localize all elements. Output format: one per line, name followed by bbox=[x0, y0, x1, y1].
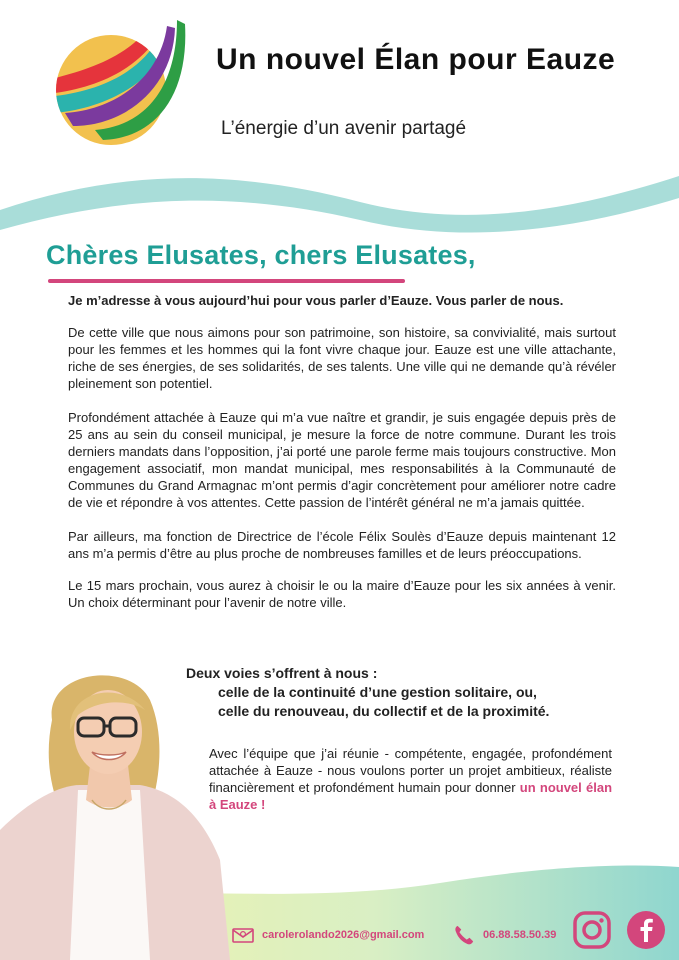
closing-highlight: un nouvel élan à Eauze ! bbox=[209, 780, 613, 812]
paragraph-3: Par ailleurs, ma fonction de Directrice de l’école Félix Soulès d’Eauze depuis maintenant 12 ans m’a permis d’être au plus proche de nombreuses familles et de leurs préoccupations. bbox=[68, 529, 616, 561]
closing-text: Avec l’équipe que j’ai réunie - compétente, engagée, profondément attachée à Eauze - nous voulons porter un projet ambitieux, réaliste financièrement et profondément humain pour donner bbox=[209, 746, 612, 795]
two-ways-block bbox=[186, 664, 549, 721]
campaign-logo bbox=[55, 18, 187, 146]
greeting-underline bbox=[48, 279, 405, 283]
instagram-icon[interactable] bbox=[572, 910, 612, 950]
paragraph-1: De cette ville que nous aimons pour son patrimoine, son histoire, sa convivialité, mais surtout pour les femmes et les hommes qui la font vivre chaque jour. Eauze est une ville attachante, riche de ses énergies, de ses solidarités, de ses talents. Une ville qui ne demande qu’à révéler pleinement son potentiel. bbox=[68, 325, 616, 391]
paragraph-4: Le 15 mars prochain, vous aurez à choisir le ou la maire d’Eauze pour les six années à venir. Un choix déterminant pour l’avenir de notre ville. bbox=[68, 578, 616, 610]
two-ways-title: Deux voies s’offrent à nous : bbox=[186, 665, 378, 681]
letter-body bbox=[68, 292, 616, 611]
intro-paragraph: Je m’adresse à vous aujourd’hui pour vous parler d’Eauze. Vous parler de nous. bbox=[68, 293, 564, 308]
phone-icon bbox=[453, 924, 475, 946]
email-icon bbox=[232, 926, 254, 944]
letter-greeting: Chères Elusates, chers Elusates, bbox=[46, 240, 476, 270]
email-address: carolerolando2026@gmail.com bbox=[262, 929, 425, 941]
facebook-icon[interactable] bbox=[626, 910, 666, 950]
campaign-slogan: L’énergie d’un avenir partagé bbox=[221, 118, 467, 139]
closing-paragraph bbox=[209, 745, 612, 813]
phone-number: 06.88.58.50.39 bbox=[483, 929, 557, 941]
paragraph-2: Profondément attachée à Eauze qui m’a vue naître et grandir, je suis engagée depuis près de 25 ans au sein du conseil municipal, je mesure la force de notre commune. Durant les trois derniers mandats dans l’opposition, j’ai porté une parole ferme mais toujours constructive. Mon engagement associatif, mon mandat municipal, mes responsabilités à la Communauté de Communes du Grand Armagnac m’ont permis d’agir concrètement pour améliorer notre cadre de vie et répondre à vos attentes. Cette passion de l’intérêt général ne m’a jamais quittée. bbox=[68, 410, 616, 510]
way-2: celle du renouveau, du collectif et de la proximité. bbox=[218, 703, 550, 719]
campaign-title: Un nouvel Élan pour Eauze bbox=[216, 43, 616, 76]
candidate-photo bbox=[0, 660, 230, 960]
top-wave-decoration bbox=[0, 168, 679, 238]
way-1: celle de la continuité d’une gestion solitaire, ou, bbox=[218, 684, 537, 700]
phone-contact[interactable] bbox=[453, 924, 556, 946]
email-contact[interactable] bbox=[232, 926, 424, 944]
